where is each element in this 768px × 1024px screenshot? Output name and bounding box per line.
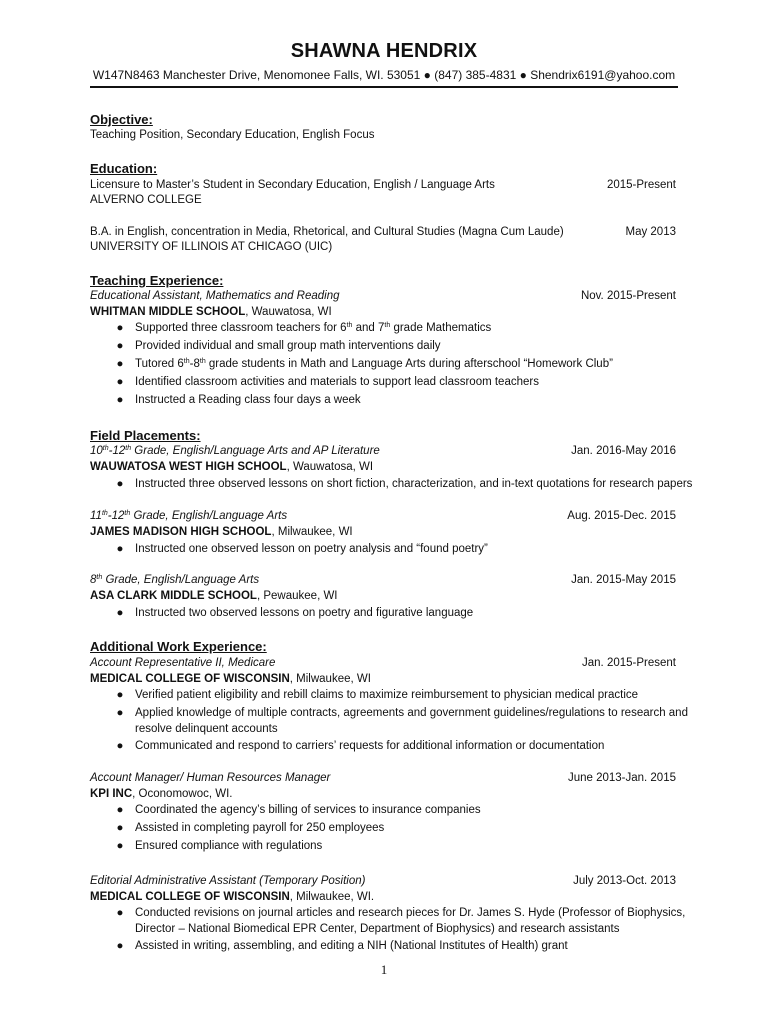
work-1-bullet-2b: resolve delinquent accounts (135, 723, 278, 735)
text-part: -8 (189, 358, 200, 370)
work-1-date: Jan. 2015-Present (582, 657, 676, 669)
teaching-job-title: Educational Assistant, Mathematics and Reading (90, 290, 340, 302)
field-2-date: Aug. 2015-Dec. 2015 (567, 510, 676, 522)
header-divider (90, 86, 678, 88)
work-2-org (90, 788, 233, 800)
text-part: Grade, English/Language Arts (130, 510, 288, 522)
org-name: JAMES MADISON HIGH SCHOOL (90, 526, 272, 538)
work-heading: Additional Work Experience: (90, 639, 267, 654)
superscript: th (199, 358, 206, 365)
teaching-org (90, 306, 332, 318)
field-3-title (90, 574, 259, 586)
teaching-heading: Teaching Experience: (90, 273, 224, 288)
text-part: 8 (90, 574, 97, 586)
field-3-date: Jan. 2015-May 2015 (571, 574, 676, 586)
teaching-date: Nov. 2015-Present (580, 290, 676, 302)
bullet-icon: ● (116, 394, 124, 406)
education-heading: Education: (90, 161, 158, 176)
bullet-icon: ● (116, 840, 124, 852)
teaching-org-name: WHITMAN MIDDLE SCHOOL (90, 306, 246, 318)
field-2-title (90, 510, 287, 522)
org-location: , Wauwatosa, WI (286, 461, 374, 473)
field-3-org (90, 590, 338, 602)
org-location: , Milwaukee, WI (289, 673, 371, 685)
work-1-bullet-3: Communicated and respond to carriers’ requests for additional information or documentation (135, 740, 605, 752)
teaching-org-location: , Wauwatosa, WI (245, 306, 332, 318)
education-date-1: 2015-Present (606, 179, 676, 191)
field-1-org (90, 461, 373, 473)
superscript: th (384, 322, 391, 329)
teaching-bullet-5: Instructed a Reading class four days a week (135, 394, 361, 406)
work-2-date: June 2013-Jan. 2015 (567, 772, 676, 784)
bullet-icon: ● (116, 707, 124, 719)
work-3-title: Editorial Administrative Assistant (Temporary Position) (90, 875, 366, 887)
work-3-bullet-1b: Director – National Biomedical EPR Center, Department of Biophysics) and research assistants (135, 923, 620, 935)
superscript: th (96, 574, 103, 581)
bullet-icon: ● (116, 358, 124, 370)
work-2-bullet-2: Assisted in completing payroll for 250 employees (135, 822, 385, 834)
bullet-icon: ● (116, 907, 124, 919)
org-location: , Oconomowoc, WI. (132, 788, 233, 800)
bullet-icon: ● (116, 822, 124, 834)
text-part: Grade, English/Language Arts and AP Literature (131, 445, 380, 457)
text-part: grade students in Math and Language Arts during afterschool “Homework Club” (205, 358, 613, 370)
field-2-org (90, 526, 353, 538)
teaching-bullet-1 (135, 322, 491, 334)
org-name: ASA CLARK MIDDLE SCHOOL (90, 590, 257, 602)
teaching-bullet-3 (135, 358, 613, 370)
teaching-bullet-2: Provided individual and small group math interventions daily (135, 340, 441, 352)
objective-heading: Objective: (90, 112, 153, 127)
org-location: , Milwaukee, WI (271, 526, 353, 538)
org-location: , Pewaukee, WI (256, 590, 338, 602)
candidate-name: SHAWNA HENDRIX (290, 40, 478, 62)
work-3-bullet-1a: Conducted revisions on journal articles and research pieces for Dr. James S. Hyde (Professor of Biophysics, (135, 907, 686, 919)
work-3-date: July 2013-Oct. 2013 (573, 875, 676, 887)
bullet-icon: ● (116, 689, 124, 701)
work-2-bullet-1: Coordinated the agency’s billing of services to insurance companies (135, 804, 481, 816)
work-1-title: Account Representative II, Medicare (90, 657, 276, 669)
superscript: th (346, 322, 353, 329)
bullet-icon: ● (116, 940, 124, 952)
org-name: WAUWATOSA WEST HIGH SCHOOL (90, 461, 287, 473)
superscript: th (102, 445, 109, 452)
field-heading: Field Placements: (90, 428, 201, 443)
teaching-bullet-4: Identified classroom activities and materials to support lead classroom teachers (135, 376, 539, 388)
text-part: grade Mathematics (390, 322, 492, 334)
education-degree-2: B.A. in English, concentration in Media, Rhetorical, and Cultural Studies (Magna Cum Laude) (90, 226, 564, 238)
bullet-icon: ● (116, 376, 124, 388)
superscript: th (124, 510, 131, 517)
bullet-icon: ● (116, 543, 124, 555)
education-date-2: May 2013 (625, 226, 676, 238)
superscript: th (101, 510, 108, 517)
contact-line: W147N8463 Manchester Drive, Menomonee Falls, WI. 53051 ● (847) 385-4831 ● Shendrix6191@yahoo.com (92, 68, 676, 82)
text-part: -12 (108, 445, 126, 457)
field-1-bullet-1: Instructed three observed lessons on short fiction, characterization, and in-text quotations for research papers (135, 478, 693, 490)
field-3-bullet-1: Instructed two observed lessons on poetry and figurative language (135, 607, 474, 619)
org-location: , Milwaukee, WI. (289, 891, 375, 903)
work-3-org (90, 891, 374, 903)
education-school-2: UNIVERSITY OF ILLINOIS AT CHICAGO (UIC) (90, 241, 333, 253)
text-part: 11 (90, 510, 102, 522)
work-2-bullet-3: Ensured compliance with regulations (135, 840, 323, 852)
field-2-bullet-1: Instructed one observed lesson on poetry analysis and “found poetry” (135, 543, 488, 555)
superscript: th (183, 358, 190, 365)
text-part: 10 (90, 445, 103, 457)
bullet-icon: ● (116, 740, 124, 752)
superscript: th (125, 445, 132, 452)
text-part: Supported three classroom teachers for 6 (135, 322, 347, 334)
bullet-icon: ● (116, 340, 124, 352)
bullet-icon: ● (116, 322, 124, 334)
text-part: and 7 (352, 322, 385, 334)
text-part: Tutored 6 (135, 358, 184, 370)
work-1-org (90, 673, 371, 685)
text-part: Grade, English/Language Arts (102, 574, 260, 586)
work-1-bullet-2a: Applied knowledge of multiple contracts, agreements and government guidelines/regulations to research and (135, 707, 688, 719)
bullet-icon: ● (116, 804, 124, 816)
education-school-1: ALVERNO COLLEGE (90, 194, 202, 206)
org-name: MEDICAL COLLEGE OF WISCONSIN (90, 673, 290, 685)
text-part: -12 (107, 510, 125, 522)
work-3-bullet-2: Assisted in writing, assembling, and editing a NIH (National Institutes of Health) grant (135, 940, 568, 952)
page-number: 1 (380, 962, 388, 977)
work-2-title: Account Manager/ Human Resources Manager (90, 772, 331, 784)
field-1-date: Jan. 2016-May 2016 (571, 445, 676, 457)
org-name: MEDICAL COLLEGE OF WISCONSIN (90, 891, 290, 903)
work-1-bullet-1: Verified patient eligibility and rebill claims to maximize reimbursement to physician medical practice (135, 689, 639, 701)
bullet-icon: ● (116, 607, 124, 619)
org-name: KPI INC (90, 788, 133, 800)
bullet-icon: ● (116, 478, 124, 490)
education-degree-1: Licensure to Master’s Student in Secondary Education, English / Language Arts (90, 179, 495, 191)
field-1-title (90, 445, 380, 457)
objective-text: Teaching Position, Secondary Education, English Focus (90, 129, 375, 141)
